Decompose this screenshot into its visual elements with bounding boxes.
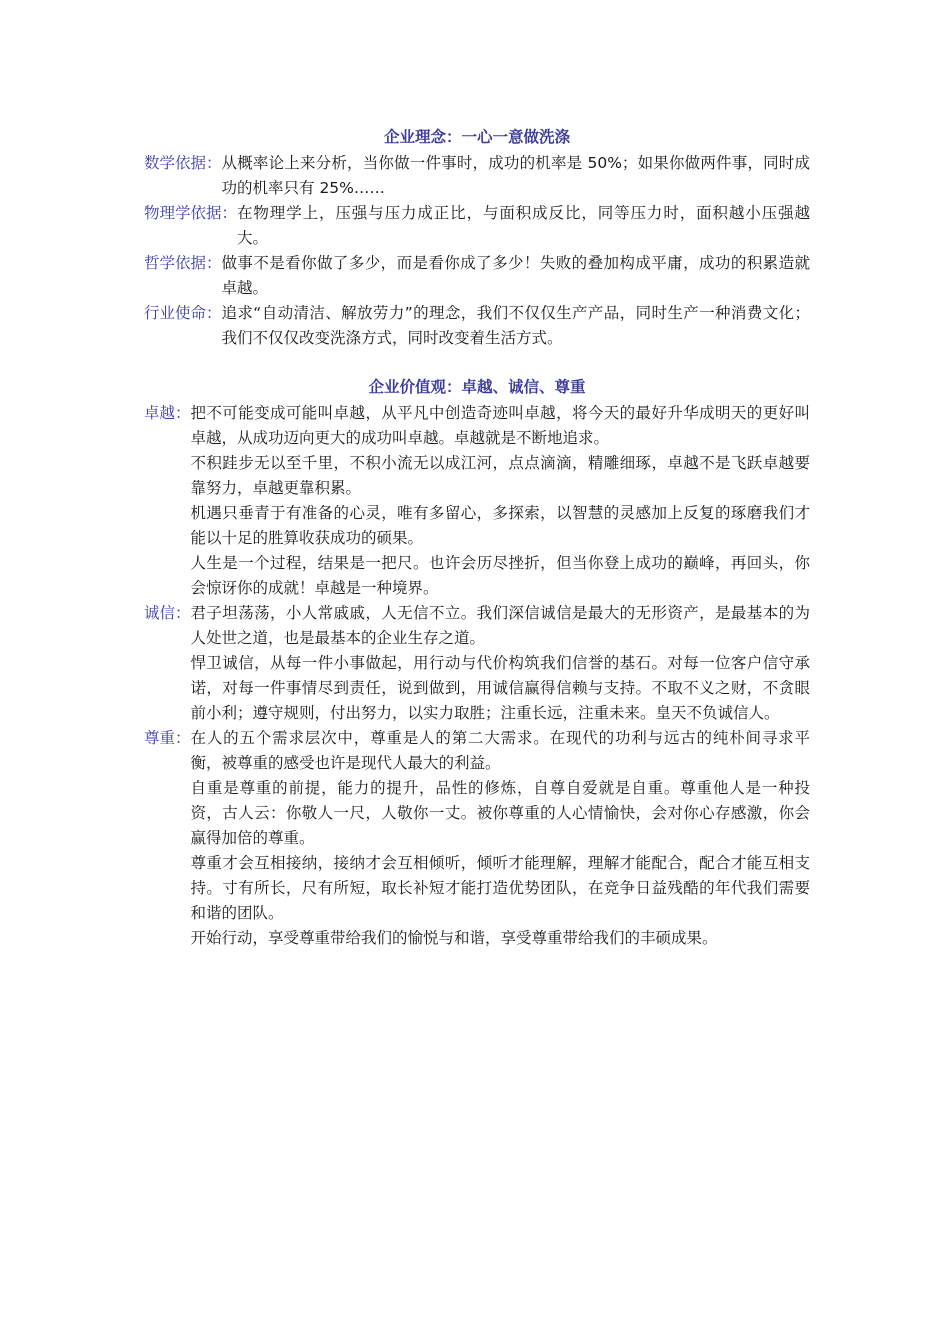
- entry-paragraph: 悍卫诚信，从每一件小事做起，用行动与代价构筑我们信誉的基石。对每一位客户信守承诺，对每一件事情尽到责任，说到做到，用诚信赢得信赖与支持。不取不义之财，不贪眼前小利；遵守规则，付出努力，以实力取胜；注重长远，注重未来。皇天不负诚信人。: [190, 654, 810, 722]
- entry-respect: [144, 726, 810, 951]
- section-spacer: [144, 351, 810, 374]
- document-content: [144, 124, 810, 951]
- entry-paragraph: 机遇只垂青于有准备的心灵，唯有多留心，多探索，以智慧的灵感加上反复的琢磨我们才能以十足的胜算收获成功的硕果。: [190, 504, 810, 547]
- entry-label: 诚信：: [144, 604, 191, 622]
- entry-text: 追求“自动清洁、解放劳力”的理念，我们不仅仅生产产品，同时生产一种消费文化；我们不仅仅改变洗涤方式，同时改变着生活方式。: [221, 304, 810, 347]
- entry-paragraph: 开始行动，享受尊重带给我们的愉悦与和谐，享受尊重带给我们的丰硕成果。: [190, 929, 718, 947]
- entry-physics: [144, 201, 810, 251]
- entry-mission: [144, 301, 810, 351]
- entry-excellence: [144, 401, 810, 601]
- entry-paragraph: 人生是一个过程，结果是一把尺。也许会历尽挫折，但当你登上成功的巅峰，再回头，你会惊讶你的成就！卓越是一种境界。: [190, 554, 810, 597]
- section-title-philosophy: 企业理念：一心一意做洗涤: [383, 128, 570, 146]
- entry-text: 做事不是看你做了多少，而是看你成了多少！失败的叠加构成平庸，成功的积累造就卓越。: [221, 254, 810, 297]
- entry-paragraph: 把不可能变成可能叫卓越，从平凡中创造奇迹叫卓越，将今天的最好升华成明天的更好叫卓越，从成功迈向更大的成功叫卓越。卓越就是不断地追求。: [190, 404, 810, 447]
- entry-label: 哲学依据：: [144, 254, 222, 272]
- entry-paragraph: 不积跬步无以至千里，不积小流无以成江河，点点滴滴，精雕细琢，卓越不是飞跃卓越要靠努力，卓越更靠积累。: [190, 454, 810, 497]
- entry-integrity: [144, 601, 810, 726]
- entry-label: 卓越：: [144, 404, 191, 422]
- entry-label: 尊重：: [144, 729, 191, 747]
- entry-label: 物理学依据：: [144, 204, 238, 222]
- entry-label: 行业使命：: [144, 304, 222, 322]
- philosophy-entries: [144, 151, 810, 351]
- section-title-values: 企业价值观：卓越、诚信、尊重: [368, 378, 586, 396]
- entry-paragraph: 自重是尊重的前提，能力的提升，品性的修炼，自尊自爱就是自重。尊重他人是一种投资，古人云：你敬人一尺，人敬你一丈。被你尊重的人心情愉快，会对你心存感激，你会赢得加倍的尊重。: [190, 779, 810, 847]
- entry-paragraph: 在人的五个需求层次中，尊重是人的第二大需求。在现代的功利与远古的纯朴间寻求平衡，被尊重的感受也许是现代人最大的利益。: [190, 729, 810, 772]
- entry-paragraph: 尊重才会互相接纳，接纳才会互相倾听，倾听才能理解，理解才能配合，配合才能互相支持。寸有所长，尺有所短，取长补短才能打造优势团队，在竞争日益残酷的年代我们需要和谐的团队。: [190, 854, 810, 922]
- entry-paragraph: 君子坦荡荡，小人常戚戚，人无信不立。我们深信诚信是最大的无形资产，是最基本的为人处世之道，也是最基本的企业生存之道。: [190, 604, 810, 647]
- entry-text: 从概率论上来分析，当你做一件事时，成功的机率是 50%；如果你做两件事，同时成功的机率只有 25%……: [221, 154, 810, 197]
- entry-label: 数学依据：: [144, 154, 222, 172]
- values-entries: [144, 401, 810, 951]
- entry-math: [144, 151, 810, 201]
- entry-text: 在物理学上，压强与压力成正比，与面积成反比，同等压力时，面积越小压强越大。: [237, 204, 810, 247]
- entry-philosophy: [144, 251, 810, 301]
